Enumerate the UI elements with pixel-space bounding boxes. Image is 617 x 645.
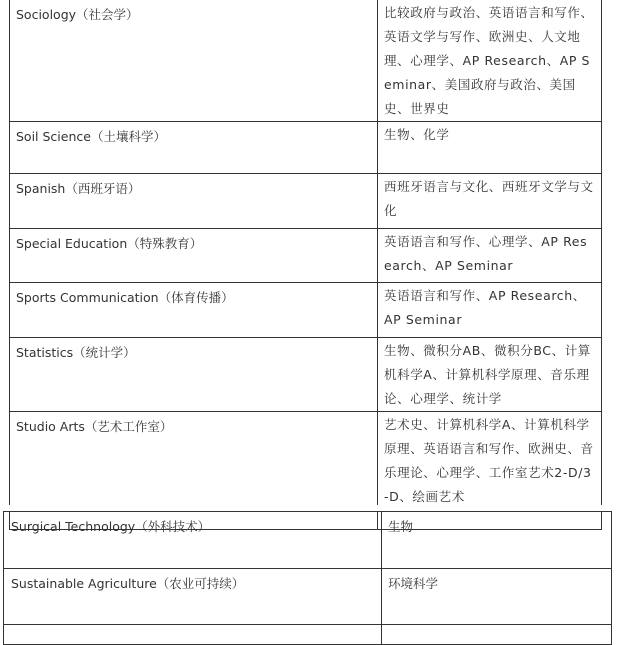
courses-cell: 环境科学 xyxy=(382,569,612,625)
table-row xyxy=(10,229,602,283)
courses-cell: 生物、微积分AB、微积分BC、计算机科学A、计算机科学原理、音乐理论、心理学、统计学 xyxy=(378,338,602,412)
courses-cell: 生物、化学 xyxy=(378,122,602,174)
table-row xyxy=(10,174,602,229)
table-row xyxy=(4,625,612,645)
table-row xyxy=(10,0,602,122)
major-cell: Studio Arts（艺术工作室） xyxy=(10,412,378,510)
majors-table-top xyxy=(9,0,602,530)
courses-cell: 艺术史、计算机科学A、计算机科学原理、英语语言和写作、欧洲史、音乐理论、心理学、工作室艺术2-D/3-D、绘画艺术 xyxy=(378,412,602,510)
major-cell: Spanish（西班牙语） xyxy=(10,174,378,229)
courses-cell: 比较政府与政治、英语语言和写作、英语文学与写作、欧洲史、人文地理、心理学、AP Research、AP Seminar、美国政府与政治、美国史、世界史 xyxy=(378,0,602,122)
courses-cell: 英语语言和写作、AP Research、AP Seminar xyxy=(378,283,602,338)
table-row xyxy=(10,122,602,174)
table-row xyxy=(4,569,612,625)
major-cell: Sports Communication（体育传播） xyxy=(10,283,378,338)
major-cell: Special Education（特殊教育） xyxy=(10,229,378,283)
major-cell: Sustainable Agriculture（农业可持续） xyxy=(4,569,382,625)
table-row xyxy=(10,412,602,510)
table-row xyxy=(10,338,602,412)
table-row xyxy=(10,283,602,338)
major-cell: Soil Science（土壤科学） xyxy=(10,122,378,174)
major-cell: Surgical Technology（外科技术） xyxy=(4,512,382,569)
courses-cell: 西班牙语言与文化、西班牙文学与文化 xyxy=(378,174,602,229)
major-cell xyxy=(4,625,382,645)
major-cell: Statistics（统计学） xyxy=(10,338,378,412)
table-row xyxy=(4,512,612,569)
courses-cell: 英语语言和写作、心理学、AP Research、AP Seminar xyxy=(378,229,602,283)
major-cell: Sociology（社会学） xyxy=(10,0,378,122)
courses-cell: 生物 xyxy=(382,512,612,569)
courses-cell xyxy=(382,625,612,645)
majors-table-bottom xyxy=(3,511,612,645)
